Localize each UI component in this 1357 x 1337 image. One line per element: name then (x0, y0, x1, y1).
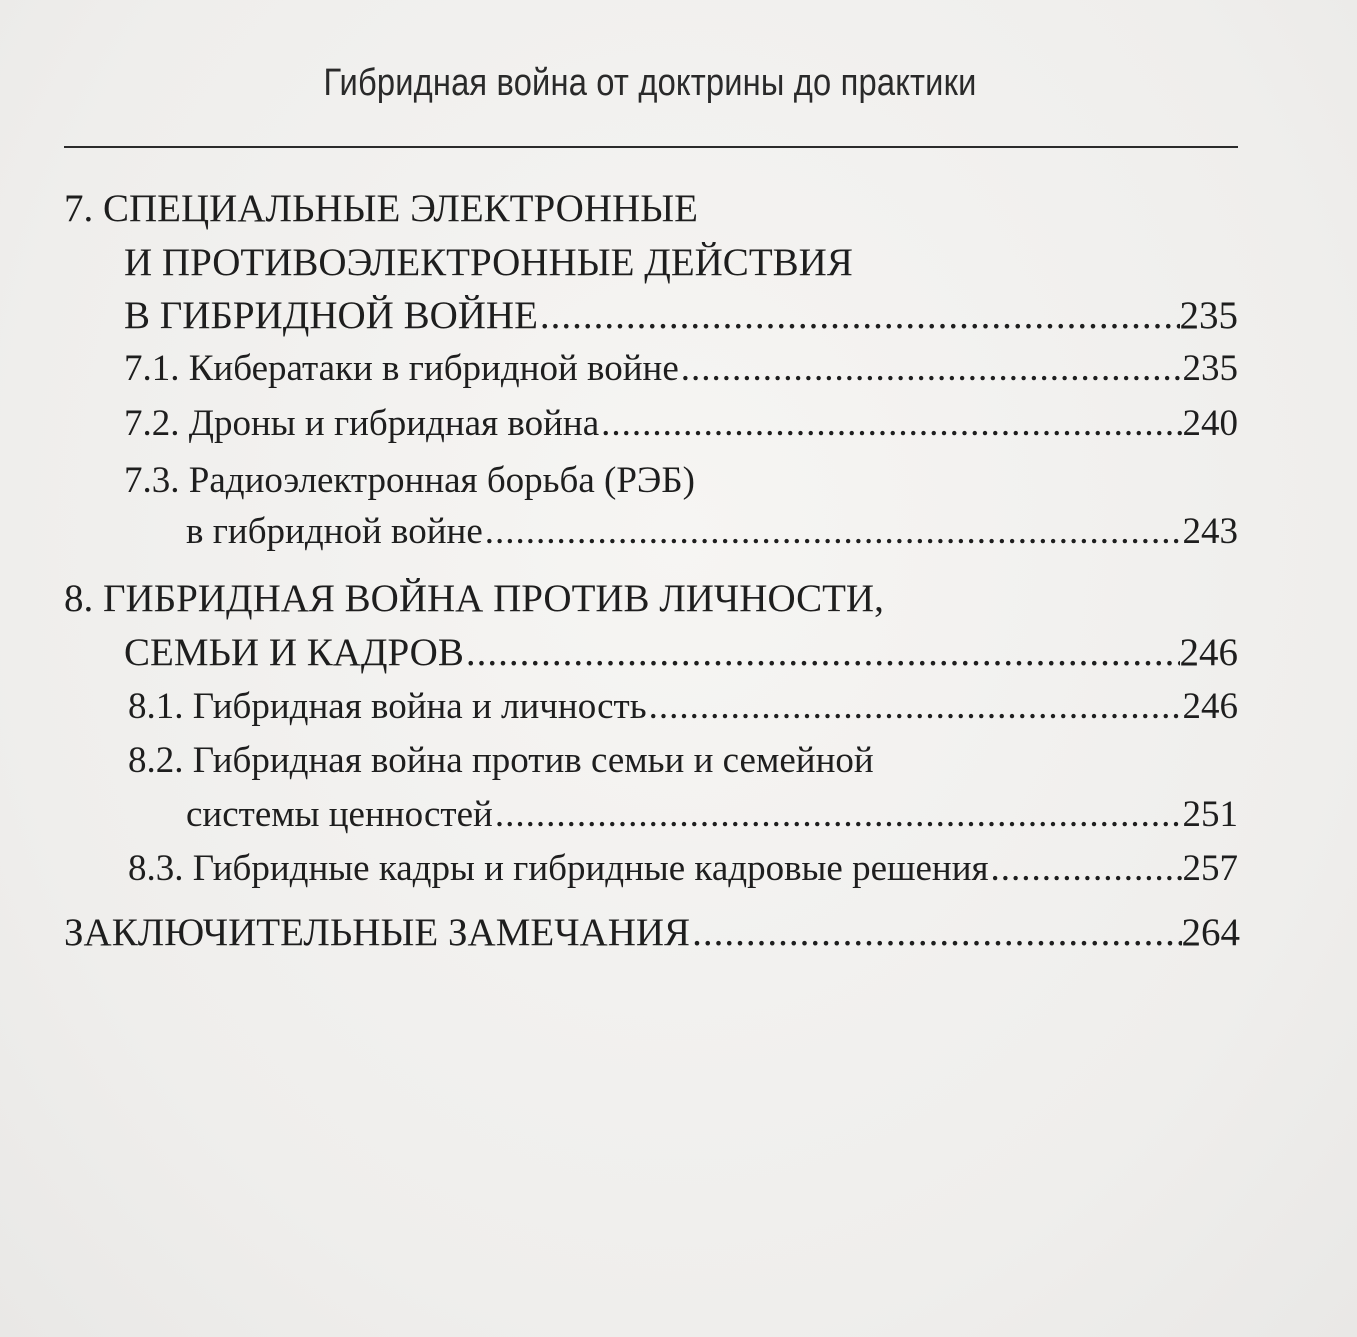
dot-leader (538, 293, 1180, 339)
toc-page-number: 264 (1181, 911, 1240, 954)
toc-section-title: 7.2. Дроны и гибридная война (124, 403, 600, 444)
toc-section-title: 8.2. Гибридная война против семьи и семейной (128, 740, 874, 781)
toc-page-number: 240 (1182, 403, 1238, 444)
dot-leader (464, 630, 1180, 676)
dot-leader (647, 684, 1183, 730)
toc-section-8-2-line-1 (128, 738, 874, 784)
toc-chapter-8-line-1 (64, 576, 884, 622)
toc-section-title: 7.1. Кибератаки в гибридной войне (124, 348, 679, 389)
toc-section-8-1[interactable] (128, 684, 1238, 730)
running-head-rule (64, 146, 1238, 148)
toc-section-title: 8.3. Гибридные кадры и гибридные кадровые решения (128, 848, 989, 889)
toc-chapter-7-entry[interactable] (124, 293, 1238, 339)
toc-page-number: 243 (1182, 511, 1238, 552)
toc-page-number: 257 (1182, 848, 1238, 889)
dot-leader (483, 509, 1183, 555)
toc-section-8-3[interactable] (128, 846, 1238, 892)
toc-chapter-7-line-2 (124, 240, 853, 286)
toc-section-title: 8.1. Гибридная война и личность (128, 686, 647, 727)
running-head: Гибридная война от доктрины до практики (323, 62, 977, 104)
dot-leader (599, 401, 1182, 447)
toc-chapter-7-title-part-3: В ГИБРИДНОЙ ВОЙНЕ (124, 294, 538, 337)
show-through-texture (560, 1040, 1260, 1060)
dot-leader (679, 346, 1183, 392)
toc-page-number: 235 (1182, 348, 1238, 389)
toc-chapter-8-entry[interactable] (124, 630, 1238, 676)
dot-leader (690, 910, 1181, 956)
toc-section-7-1[interactable] (124, 346, 1238, 392)
toc-section-7-2[interactable] (124, 401, 1238, 447)
toc-conclusion-title: ЗАКЛЮЧИТЕЛЬНЫЕ ЗАМЕЧАНИЯ (64, 911, 691, 954)
toc-chapter-7-title-part-2: И ПРОТИВОЭЛЕКТРОННЫЕ ДЕЙСТВИЯ (124, 241, 853, 284)
toc-page-number: 246 (1182, 686, 1238, 727)
toc-section-title-continued: системы ценностей (186, 794, 493, 835)
toc-chapter-8-title-part-1: 8. ГИБРИДНАЯ ВОЙНА ПРОТИВ ЛИЧНОСТИ, (64, 577, 884, 620)
toc-section-title-continued: в гибридной войне (186, 511, 483, 552)
toc-page-number: 235 (1179, 294, 1238, 337)
toc-section-7-3[interactable] (186, 509, 1238, 555)
toc-page-number: 251 (1182, 794, 1238, 835)
toc-section-8-2[interactable] (186, 792, 1238, 838)
toc-chapter-8-title-part-2: СЕМЬИ И КАДРОВ (124, 631, 464, 674)
toc-conclusion-entry[interactable] (64, 910, 1240, 956)
dot-leader (493, 792, 1183, 838)
dot-leader (989, 846, 1183, 892)
toc-section-title: 7.3. Радиоэлектронная борьба (РЭБ) (124, 460, 695, 501)
toc-chapter-7-title-part-1: 7. СПЕЦИАЛЬНЫЕ ЭЛЕКТРОННЫЕ (64, 187, 698, 230)
toc-page-number: 246 (1179, 631, 1238, 674)
toc-section-7-3-line-1 (124, 458, 695, 504)
toc-chapter-7-line-1 (64, 186, 698, 232)
